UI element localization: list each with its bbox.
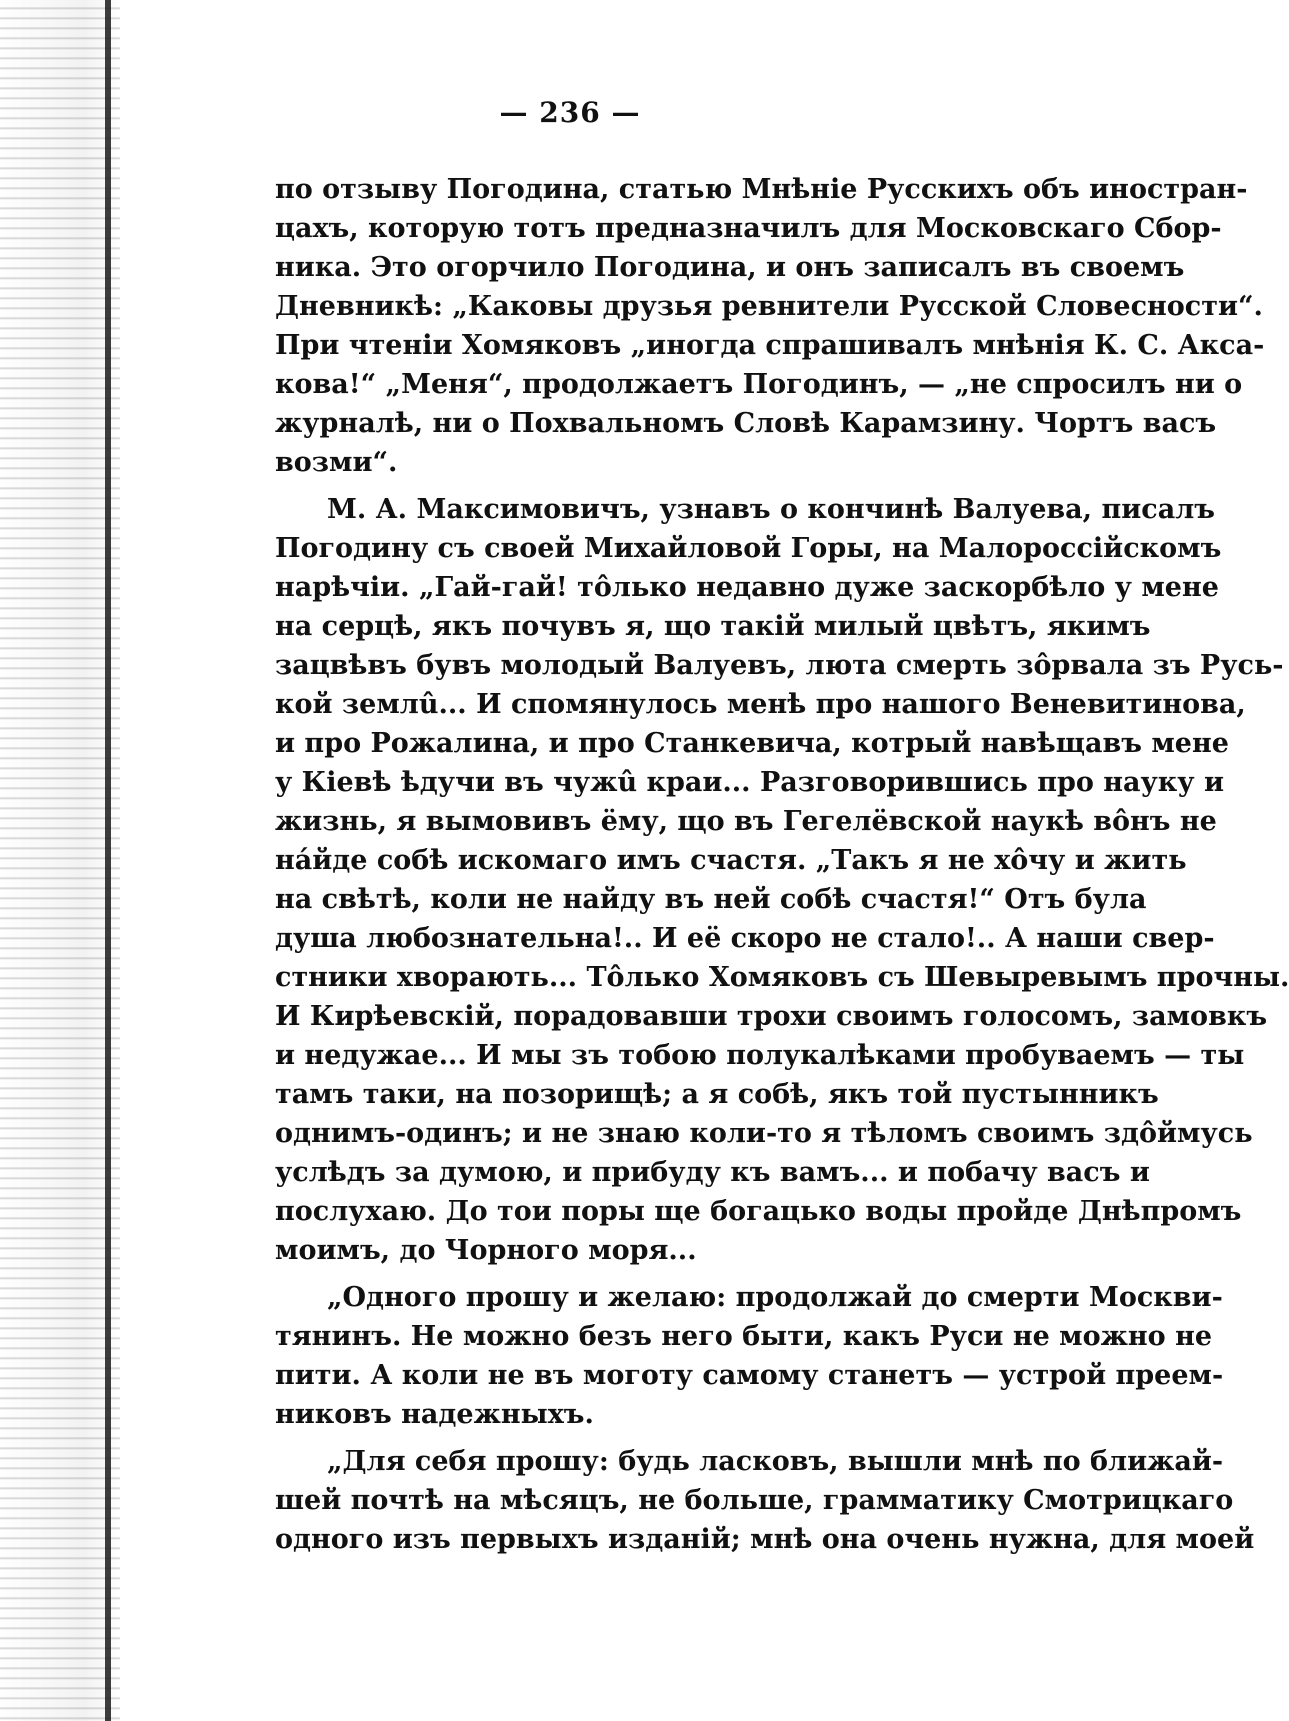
- text-line: у Кіевѣ ѣдучи въ чужû краи... Разговорившись про науку и: [275, 767, 1225, 798]
- text-line: И Кирѣевскій, порадовавши трохи своимъ голосомъ, замовкъ: [275, 1001, 1268, 1032]
- text-line: Дневникѣ: „Каковы друзья ревнители Русской Словесности“.: [275, 291, 1263, 322]
- text-line: При чтеніи Хомяковъ „иногда спрашивалъ мнѣнія К. С. Акса-: [275, 330, 1265, 361]
- text-line: пити. А коли не въ моготу самому станетъ — устрой преем-: [275, 1360, 1224, 1391]
- page-number: — 236 —: [499, 96, 641, 129]
- text-line: одного изъ первыхъ изданій; мнѣ она очень нужна, для моей: [275, 1524, 1255, 1555]
- text-line: нáйде собѣ искомаго имъ счастя. „Такъ я не хôчу и жить: [275, 845, 1187, 876]
- text-line: и недужае... И мы зъ тобою полукалѣками пробуваемъ — ты: [275, 1040, 1245, 1071]
- text-line: кой землû... И спомянулось менѣ про нашого Веневитинова,: [275, 689, 1246, 720]
- text-line: однимъ-одинъ; и не знаю коли-то я тѣломъ своимъ здôймусь: [275, 1118, 1253, 1149]
- text-line: никовъ надежныхъ.: [275, 1399, 594, 1430]
- text-line: возми“.: [275, 447, 398, 478]
- text-line: и про Рожалина, и про Станкевича, котрый навѣщавъ мене: [275, 728, 1229, 759]
- text-line: „Для себя прошу: будь ласковъ, вышли мнѣ по ближай-: [327, 1446, 1224, 1477]
- text-line: нарѣчіи. „Гай-гай! тôлько недавно дуже заскорбѣло у мене: [275, 572, 1219, 603]
- body-text: [275, 170, 1289, 1559]
- text-line: журналѣ, ни о Похвальномъ Словѣ Карамзину. Чортъ васъ: [275, 408, 1217, 439]
- text-line: стники хворають... Тôлько Хомяковъ съ Шевыревымъ прочны.: [275, 962, 1289, 993]
- text-line: душа любознательна!.. И её скоро не стало!.. А наши свер-: [275, 923, 1215, 954]
- text-line: М. А. Максимовичъ, узнавъ о кончинѣ Валуева, писалъ: [327, 494, 1215, 525]
- text-line: по отзыву Погодина, статью Мнѣніе Русскихъ объ иностран-: [275, 174, 1248, 205]
- text-line: зацвѣвъ бувъ молодый Валуевъ, люта смерть зôрвала зъ Русь-: [275, 650, 1284, 681]
- text-line: шей почтѣ на мѣсяцъ, не больше, грамматику Смотрицкаго: [275, 1485, 1234, 1516]
- text-line: Погодину съ своей Михайловой Горы, на Малороссійскомъ: [275, 533, 1222, 564]
- text-line: тамъ таки, на позорищѣ; а я собѣ, якъ той пустынникъ: [275, 1079, 1159, 1110]
- binding-edge: [0, 0, 120, 1721]
- text-line: услѣдъ за думою, и прибуду къ вамъ... и побачу васъ и: [275, 1157, 1150, 1188]
- text-line: „Одного прошу и желаю: продолжай до смерти Москви-: [327, 1282, 1223, 1313]
- text-line: жизнь, я вымовивъ ёму, що въ Гегелёвской наукѣ вôнъ не: [275, 806, 1217, 837]
- text-line: моимъ, до Чорного моря...: [275, 1235, 697, 1266]
- binding-line: [105, 0, 111, 1721]
- text-line: тянинъ. Не можно безъ него быти, какъ Руси не можно не: [275, 1321, 1213, 1352]
- text-line: кова!“ „Меня“, продолжаетъ Погодинъ, — „не спросилъ ни о: [275, 369, 1243, 400]
- text-line: послухаю. До тои поры ще богацько воды пройде Днѣпромъ: [275, 1196, 1242, 1227]
- text-line: на свѣтѣ, коли не найду въ ней собѣ счастя!“ Отъ була: [275, 884, 1147, 915]
- text-line: цахъ, которую тотъ предназначилъ для Московскаго Сбор-: [275, 213, 1222, 244]
- text-line: на серцѣ, якъ почувъ я, що такій милый цвѣтъ, якимъ: [275, 611, 1151, 642]
- text-line: ника. Это огорчило Погодина, и онъ записалъ въ своемъ: [275, 252, 1185, 283]
